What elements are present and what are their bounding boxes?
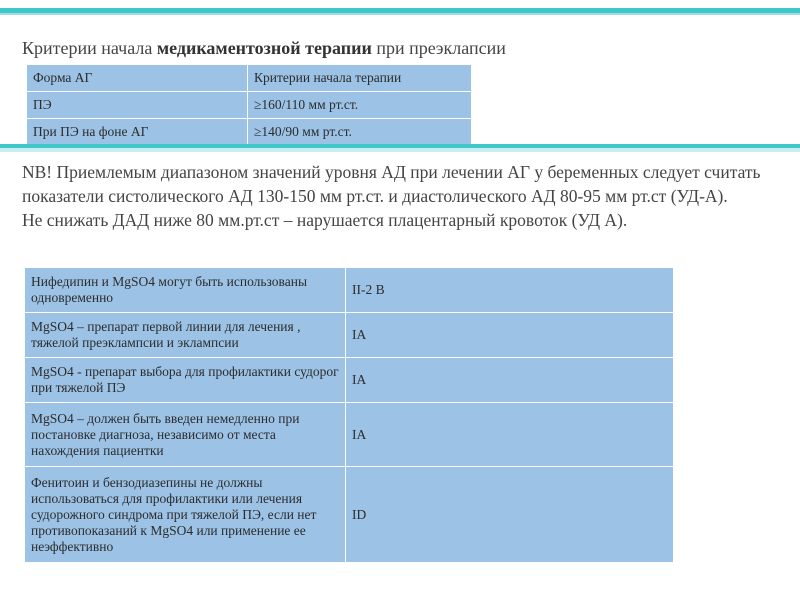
recommendation-cell: MgSO4 – должен быть введен немедленно при постановке диагноза, независимо от места нахождения пациентки <box>25 403 346 467</box>
table-cell: ПЭ <box>27 92 248 119</box>
evidence-level-cell: IA <box>346 313 674 358</box>
recommendation-cell: MgSO4 - препарат выбора для профилактики судорог при тяжелой ПЭ <box>25 358 346 403</box>
recommendation-cell: MgSO4 – препарат первой линии для лечения , тяжелой преэклампсии и эклампсии <box>25 313 346 358</box>
header-cell: Форма АГ <box>27 65 248 92</box>
table-header-row <box>27 65 472 92</box>
table-row <box>25 358 674 403</box>
header-cell: Критерии начала терапии <box>248 65 472 92</box>
evidence-level-cell: ID <box>346 467 674 563</box>
therapy-criteria-table <box>26 64 472 146</box>
slide-title <box>22 38 506 59</box>
divider-bar-light <box>0 148 800 152</box>
title-text-end: при преэклапсии <box>371 38 506 58</box>
title-text-bold: медикаментозной терапии <box>156 38 372 58</box>
evidence-level-cell: IA <box>346 358 674 403</box>
table-row <box>25 403 674 467</box>
table-cell: При ПЭ на фоне АГ <box>27 119 248 146</box>
table-row <box>25 268 674 313</box>
table-cell: ≥160/110 мм рт.ст. <box>248 92 472 119</box>
table-row <box>27 92 472 119</box>
recommendations-table <box>24 267 674 563</box>
recommendation-cell: Фенитоин и бензодиазепины не должны использоваться для профилактики или лечения судорожного синдрома при тяжелой ПЭ, если нет противопоказаний к MgSO4 или применение ее неэффективно <box>25 467 346 563</box>
nb-paragraph: Не снижать ДАД ниже 80 мм.рт.ст – нарушается плацентарный кровоток (УД А). <box>22 210 628 230</box>
nb-paragraph: NB! Приемлемым диапазоном значений уровня АД при лечении АГ у беременных следует считать показатели систолического АД 130-150 мм рт.ст. и диастолического АД 80-95 мм рт.ст (УД-А). <box>22 162 761 206</box>
table-row <box>27 119 472 146</box>
nb-note <box>22 160 782 232</box>
top-accent-bar-light <box>0 13 800 15</box>
evidence-level-cell: II-2 B <box>346 268 674 313</box>
evidence-level-cell: IA <box>346 403 674 467</box>
recommendation-cell: Нифедипин и MgSO4 могут быть использованы одновременно <box>25 268 346 313</box>
title-text-start: Критерии начала <box>22 38 157 58</box>
table-cell: ≥140/90 мм рт.ст. <box>248 119 472 146</box>
table-row <box>25 313 674 358</box>
table-row <box>25 467 674 563</box>
